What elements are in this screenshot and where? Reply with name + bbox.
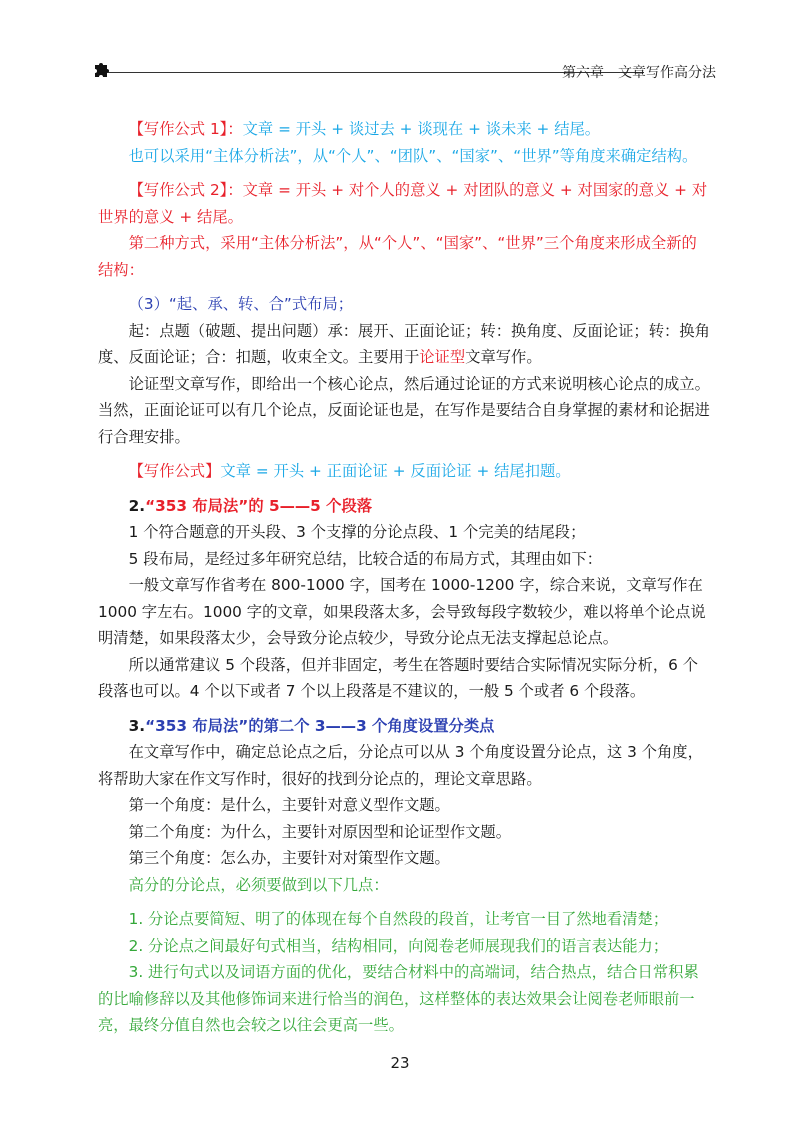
formula-2: 【写作公式 2】：文章 = 开头 + 对个人的意义 + 对团队的意义 + 对国家的意义 + 对世界的意义 + 结尾。: [98, 181, 708, 226]
formula-3-text: 文章 = 开头 + 正面论证 + 反面论证 + 结尾扣题。: [220, 462, 571, 480]
para-2-4: 所以通常建议 5 个段落，但并非固定，考生在答题时要结合实际情况实际分析，6 个段落也可以。4 个以下或者 7 个以上段落是不建议的，一般 5 个或者 6 个段落。: [98, 655, 699, 700]
green-intro: 高分的分论点，必须要做到以下几点：: [128, 875, 389, 894]
para-2-2: 5 段布局，是经过多年研究总结，比较合适的布局方式，其理由如下：: [128, 549, 603, 568]
heading-3: [98, 713, 710, 740]
formula-3-label: 【写作公式】: [128, 462, 221, 480]
formula-3: [98, 458, 710, 485]
para-3-3: 第二个角度：为什么，主要针对原因型和论证型作文题。: [128, 822, 512, 841]
formula-2-note: 第二种方式，采用“主体分析法”，从“个人”、“国家”、“世界”三个角度来形成全新的结构：: [98, 234, 697, 279]
para-3-2: 第一个角度：是什么，主要针对意义型作文题。: [128, 796, 450, 814]
section-3-desc: [98, 318, 710, 371]
section-3-highlight: 论证型: [419, 348, 466, 366]
para-2-3: 一般文章写作省考在 800-1000 字，国考在 1000-1200 字，综合来说，文章写作在 1000 字左右。1000 字的文章，如果段落太多，会导致每段字数较少，难以将单个论点说明清楚，如果段落太少，会导致分论点较少，导致分论点无法支撑起总论点。: [98, 576, 706, 647]
puzzle-piece-icon: [92, 62, 110, 80]
heading-2-number: 2.: [128, 496, 146, 515]
formula-1: [98, 116, 710, 143]
heading-3-number: 3.: [128, 716, 146, 735]
formula-1-note: 也可以采用“主体分析法”，从“个人”、“团队”、“国家”、“世界”等角度来确定结构。: [128, 146, 698, 165]
section-3-title: （3）“起、承、转、合”式布局；: [128, 295, 354, 313]
para-2-1: 1 个符合题意的开头段、3 个支撑的分论点段、1 个完美的结尾段；: [128, 523, 586, 541]
formula-1-label: 【写作公式 1】：: [128, 120, 243, 138]
page-number: 23: [390, 1054, 410, 1072]
section-3-desc-after: 文章写作。: [465, 348, 542, 366]
para-3-1: 在文章写作中，确定总论点之后，分论点可以从 3 个角度设置分论点，这 3 个角度，将帮助大家在作文写作时，很好的找到分论点的，理论文章思路。: [98, 743, 703, 788]
heading-3-text: “353 布局法”的第二个 3——3 个角度设置分类点: [145, 716, 495, 735]
page-body: [98, 116, 710, 1039]
green-item-1: 1. 分论点要简短、明了的体现在每个自然段的段首，让考官一目了然地看清楚；: [128, 910, 669, 928]
section-3-para: 论证型文章写作，即给出一个核心论点，然后通过论证的方式来说明核心论点的成立。当然，正面论证可以有几个论点，反面论证也是，在写作是要结合自身掌握的素材和论据进行合理安排。: [98, 374, 710, 446]
heading-2: [98, 493, 710, 520]
chapter-title: 第六章 文章写作高分法: [562, 65, 716, 81]
green-item-3: 3. 进行句式以及词语方面的优化，要结合材料中的高端词，结合热点，结合日常积累的比喻修辞以及其他修饰词来进行恰当的润色，这样整体的表达效果会让阅卷老师眼前一亮，最终分值自然也会较之以往会更高一些。: [98, 963, 699, 1034]
para-3-4: 第三个角度：怎么办，主要针对对策型作文题。: [128, 849, 450, 867]
heading-2-text: “353 布局法”的 5——5 个段落: [145, 496, 373, 515]
green-item-2: 2. 分论点之间最好句式相当，结构相同，向阅卷老师展现我们的语言表达能力；: [128, 936, 669, 955]
page-header: [92, 58, 716, 84]
section-3-desc-before: 起：点题（破题、提出问题）承：展开、正面论证；转：换角度、反面论证；转：换角度、反面论证；合：扣题，收束全文。主要用于: [98, 321, 710, 366]
formula-1-text: 文章 = 开头 + 谈过去 + 谈现在 + 谈未来 + 结尾。: [242, 120, 601, 138]
